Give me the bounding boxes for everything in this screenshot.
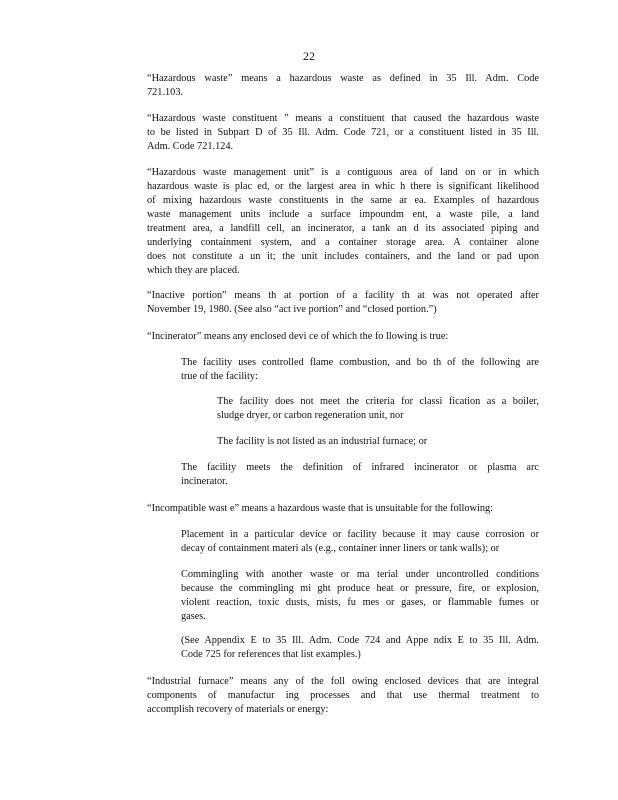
text-line: Adm. Code 721.124. — [147, 141, 234, 152]
text-line: underlying containment system, and a container storage area. A container alone — [147, 237, 539, 248]
text-line: November 19, 1980. (See also “act ive portion” and “closed portion.”) — [147, 304, 437, 315]
text-line: hazardous waste is plac ed, or the largest area in whic h there is significant likelihood — [147, 181, 539, 192]
text-line: The facility does not meet the criteria for classi fication as a boiler, — [217, 396, 539, 407]
text-line: does not constitute a un it; the unit includes containers, and the land or pad upon — [147, 251, 539, 262]
text-line: violent reaction, toxic dusts, mists, fu mes or gases, or flammable fumes or — [181, 597, 539, 608]
text-line: components of manufactur ing processes and that use thermal treatment to — [147, 690, 539, 701]
incompatible-criterion-commingling — [181, 568, 539, 624]
definition-industrial-furnace — [147, 675, 539, 717]
incompatible-reference-note — [181, 634, 539, 662]
text-line: “Hazardous waste management unit” is a contiguous area of land on or in which — [147, 167, 539, 178]
incinerator-criterion-flame-combustion — [181, 356, 539, 384]
text-line: “Hazardous waste constituent ” means a constituent that caused the hazardous waste — [147, 113, 539, 124]
text-line: waste management units include a surface impoundm ent, a waste pile, a land — [147, 209, 539, 220]
text-line: “Incompatible wast e” means a hazardous waste that is unsuitable for the following: — [147, 503, 493, 514]
text-line: incinerator. — [181, 476, 228, 487]
definition-incinerator — [147, 330, 539, 344]
text-line: gases. — [181, 611, 206, 622]
text-line: The facility is not listed as an industrial furnace; or — [217, 436, 428, 447]
text-line: treatment area, a landfill cell, an incinerator, a tank an d its associated piping and — [147, 223, 539, 234]
definition-inactive-portion — [147, 289, 539, 317]
page-number: 22 — [303, 49, 315, 63]
text-line: because the commingling mi ght produce heat or pressure, fire, or explosion, — [181, 583, 539, 594]
incompatible-criterion-placement — [181, 528, 539, 556]
text-line: Code 725 for references that list examples.) — [181, 649, 361, 660]
text-line: The facility uses controlled flame combustion, and bo th of the following are — [181, 357, 539, 368]
text-line: “Inactive portion” means th at portion of a facility th at was not operated after — [147, 290, 539, 301]
text-line: “Industrial furnace” means any of the foll owing enclosed devices that are integral — [147, 676, 539, 687]
text-line: which they are placed. — [147, 265, 240, 276]
text-line: “Incinerator” means any enclosed devi ce of which the fo llowing is true: — [147, 331, 449, 342]
definition-incompatible-waste — [147, 502, 539, 516]
text-line: accomplish recovery of materials or energy: — [147, 704, 329, 715]
definition-hazardous-waste-management-unit — [147, 166, 539, 278]
incinerator-subcriterion-not-furnace — [217, 435, 539, 449]
text-line: (See Appendix E to 35 Ill. Adm. Code 724 and Appe ndix E to 35 Ill. Adm. — [181, 635, 539, 646]
incinerator-criterion-infrared — [181, 461, 539, 489]
text-line: The facility meets the definition of infrared incinerator or plasma arc — [181, 462, 539, 473]
text-line: Placement in a particular device or facility because it may cause corrosion or — [181, 529, 539, 540]
text-line: Commingling with another waste or ma terial under uncontrolled conditions — [181, 569, 539, 580]
definition-hazardous-waste-constituent — [147, 112, 539, 154]
text-line: true of the facility: — [181, 371, 258, 382]
text-line: to be listed in Subpart D of 35 Ill. Adm. Code 721, or a constituent listed in 35 Ill. — [147, 127, 539, 138]
text-line: 721.103. — [147, 87, 184, 98]
incinerator-subcriterion-not-boiler — [217, 395, 539, 423]
text-line: of mixing hazardous waste constituents in the same ar ea. Examples of hazardous — [147, 195, 539, 206]
text-line: sludge dryer, or carbon regeneration unit, nor — [217, 410, 404, 421]
text-line: “Hazardous waste” means a hazardous waste as defined in 35 Ill. Adm. Code — [147, 73, 539, 84]
text-line: decay of containment materi als (e.g., container inner liners or tank walls); or — [181, 543, 500, 554]
definition-hazardous-waste — [147, 72, 539, 100]
